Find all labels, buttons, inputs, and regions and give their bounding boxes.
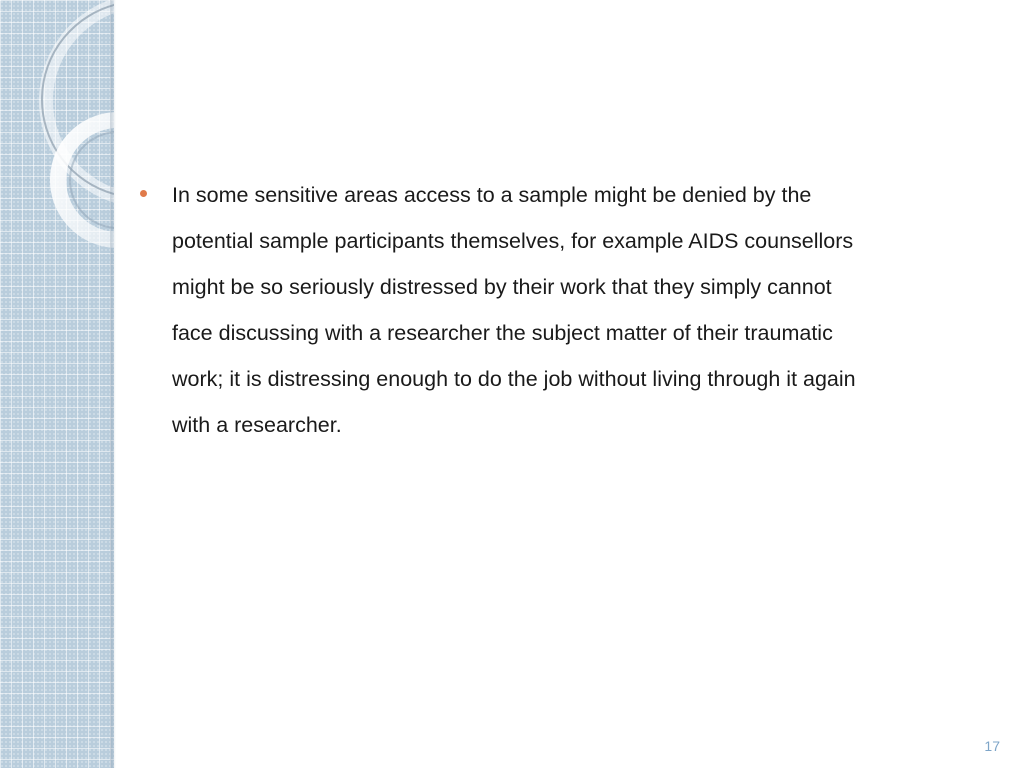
bullet-item [140,172,1000,448]
bullet-text-line: potential sample participants themselves, for example AIDS counsellors [172,229,854,253]
bullet-text-line: might be so seriously distressed by their work that they simply cannot [172,275,832,299]
decorative-side-panel [0,0,114,768]
bullet-dot-icon [140,190,147,197]
bullet-text-line: work; it is distressing enough to do the job without living through it again [172,367,856,391]
bullet-text-line: with a researcher. [172,413,342,437]
side-panel-shadow [110,0,116,768]
slide-content [140,172,1000,448]
bullet-text-line: In some sensitive areas access to a sample might be denied by the [172,183,812,207]
bullet-text-line: face discussing with a researcher the subject matter of their traumatic [172,321,833,345]
page-number: 17 [984,738,1000,754]
decorative-rings-graphic [0,0,114,260]
bullet-text [172,172,1000,448]
